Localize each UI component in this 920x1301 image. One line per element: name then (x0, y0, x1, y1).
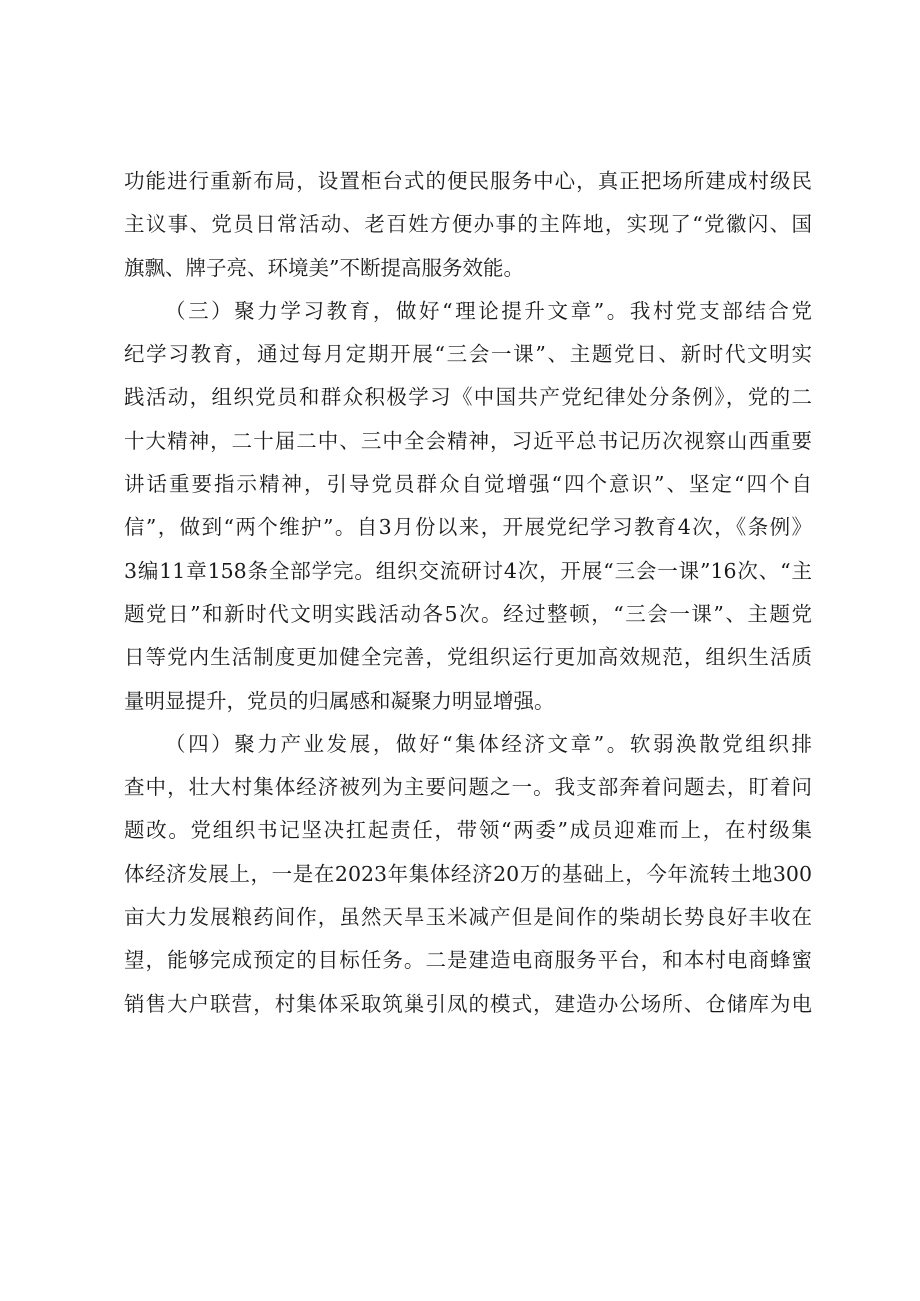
text-line: 十大精神，二十届二中、三中全会精神，习近平总书记历次视察山西重要 (124, 428, 812, 453)
text-line: 望，能够完成预定的目标任务。二是建造电商服务平台，和本村电商蜂蜜 (124, 948, 812, 973)
text-line: 主议事、党员日常活动、老百姓方便办事的主阵地，实现了“党徽闪、国 (124, 212, 812, 237)
text-line: 题改。党组织书记坚决扛起责任，带领“两委”成员迎难而上，在村级集 (124, 818, 812, 843)
text-line: 量明显提升，党员的归属感和凝聚力明显增强。 (124, 688, 555, 713)
text-line: 3编11章158条全部学完。组织交流研讨4次，开展“三会一课”16次、“主 (124, 558, 812, 583)
text-line: 纪学习教育，通过每月定期开展“三会一课”、主题党日、新时代文明实 (124, 342, 812, 367)
text-line: （四）聚力产业发展，做好“集体经济文章”。软弱涣散党组织排 (165, 731, 812, 756)
text-line: 讲话重要指示精神，引导党员群众自觉增强“四个意识”、坚定“四个自 (124, 472, 812, 497)
text-line: 查中，壮大村集体经济被列为主要问题之一。我支部奔着问题去，盯着问 (124, 775, 812, 800)
text-line: 信”，做到“两个维护”。自3月份以来，开展党纪学习教育4次，《条例》 (124, 515, 812, 540)
text-line: 功能进行重新布局，设置柜台式的便民服务中心，真正把场所建成村级民 (124, 169, 812, 193)
paragraph-service-center (124, 160, 812, 290)
text-line: 日等党内生活制度更加健全完善，党组织运行更加高效规范，组织生活质 (124, 645, 812, 670)
text-line: 亩大力发展粮药间作，虽然天旱玉米减产但是间作的柴胡长势良好丰收在 (124, 905, 812, 930)
text-line: 旗飘、牌子亮、环境美”不断提高服务效能。 (124, 255, 524, 280)
text-line: 销售大户联营，村集体采取筑巢引凤的模式，建造办公场所、仓储库为电 (124, 991, 812, 1016)
text-line: 践活动，组织党员和群众积极学习《中国共产党纪律处分条例》，党的二 (124, 385, 812, 410)
text-line: （三）聚力学习教育，做好“理论提升文章”。我村党支部结合党 (165, 298, 812, 323)
paragraph-industry-development (124, 723, 812, 1026)
text-line: 题党日”和新时代文明实践活动各5次。经过整顿，“三会一课”、主题党 (124, 601, 812, 626)
document-body (124, 160, 812, 1026)
text-line: 体经济发展上，一是在2023年集体经济20万的基础上，今年流转土地300 (124, 861, 812, 886)
paragraph-study-education (124, 290, 812, 723)
